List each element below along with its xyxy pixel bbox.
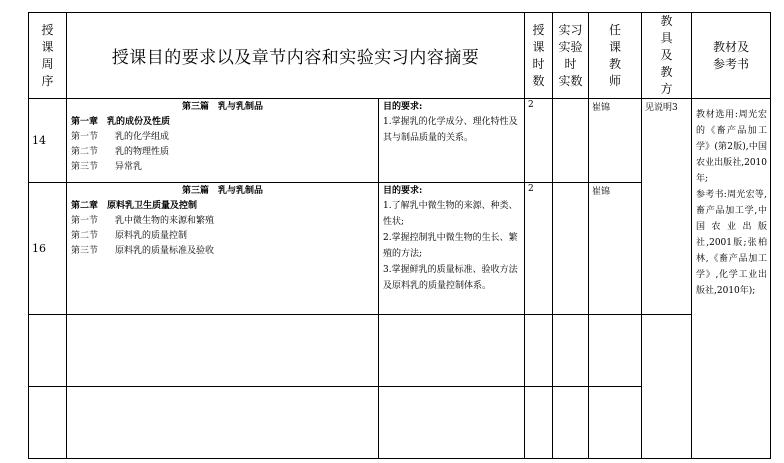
goal-item: 2.掌握控制乳中微生物的生长、繁殖的方法;: [383, 233, 518, 259]
teacher-cell: [589, 387, 642, 459]
header-row: [29, 13, 771, 99]
week-cell: 14: [29, 99, 67, 183]
tools-cell: [642, 315, 692, 459]
textbook-line: 教材选用:周光宏的《畜产品加工学》(第2版),中国农业出版社,2010年;: [696, 110, 767, 184]
goal-item: 1.掌握乳的化学成分、理化特性及其与制品质量的关系。: [383, 117, 518, 143]
lab-hours-cell: [553, 315, 589, 387]
goal-item: 3.掌握鲜乳的质量标准、验收方法及原料乳的质量控制体系。: [383, 265, 518, 291]
chapter-title: 第一章 乳的成份及性质: [71, 117, 171, 127]
hours-cell: 2: [525, 99, 553, 183]
section-item: 第二节 原料乳的质量控制: [71, 231, 188, 241]
content-cell: [67, 183, 379, 315]
table-row: [29, 99, 771, 183]
header-title: 授课目的要求以及章节内容和实验实习内容摘要: [67, 13, 525, 99]
header-hours: 授 课 时 数: [525, 13, 553, 99]
week-cell: [29, 387, 67, 459]
content-cell: [67, 387, 379, 459]
teacher-cell: 崔锦: [589, 99, 642, 183]
week-cell: [29, 315, 67, 387]
schedule-table: [28, 12, 771, 459]
header-textbook: 教材及 参考书: [692, 13, 771, 99]
teacher-cell: [589, 315, 642, 387]
lab-hours-cell: [553, 387, 589, 459]
part-title: 第三篇 乳与乳制品: [181, 102, 263, 112]
part-title: 第三篇 乳与乳制品: [181, 186, 263, 196]
textbook-cell: [692, 99, 771, 459]
hours-cell: [525, 315, 553, 387]
hours-cell: 2: [525, 183, 553, 315]
content-cell: [67, 315, 379, 387]
chapter-title: 第二章 原料乳卫生质量及控制: [71, 201, 198, 211]
section-item: 第一节 乳中微生物的来源和繁殖: [71, 216, 215, 226]
section-item: 第三节 原料乳的质量标准及验收: [71, 246, 215, 256]
section-item: 第一节 乳的化学组成: [71, 132, 170, 142]
goal-title: 目的要求:: [383, 102, 423, 112]
goal-cell: [379, 315, 525, 387]
lab-hours-cell: [553, 99, 589, 183]
section-item: 第二节 乳的物理性质: [71, 147, 170, 157]
week-cell: 16: [29, 183, 67, 315]
goal-cell: [379, 183, 525, 315]
content-cell: [67, 99, 379, 183]
section-item: 第三节 异常乳: [71, 162, 143, 172]
hours-cell: [525, 387, 553, 459]
header-week: 授 课 周 序: [29, 13, 67, 99]
goal-title: 目的要求:: [383, 186, 423, 196]
textbook-line: 参考书:周光宏等,畜产品加工学,中国农业出版社,2001版;张柏林,《畜产品加工学》,化学工业出版社,2010年);: [696, 190, 767, 296]
teacher-cell: 崔锦: [589, 183, 642, 315]
goal-item: 1.了解乳中微生物的来源、种类、性状;: [383, 201, 518, 227]
header-lab-hours: 实习 实验时 实数: [553, 13, 589, 99]
tools-cell: 见说明3: [642, 99, 692, 315]
table-row: [29, 315, 771, 387]
goal-cell: [379, 99, 525, 183]
header-teacher: 任 课 教 师: [589, 13, 642, 99]
goal-cell: [379, 387, 525, 459]
lab-hours-cell: [553, 183, 589, 315]
header-tools: 教 具 及 教 方: [642, 13, 692, 99]
